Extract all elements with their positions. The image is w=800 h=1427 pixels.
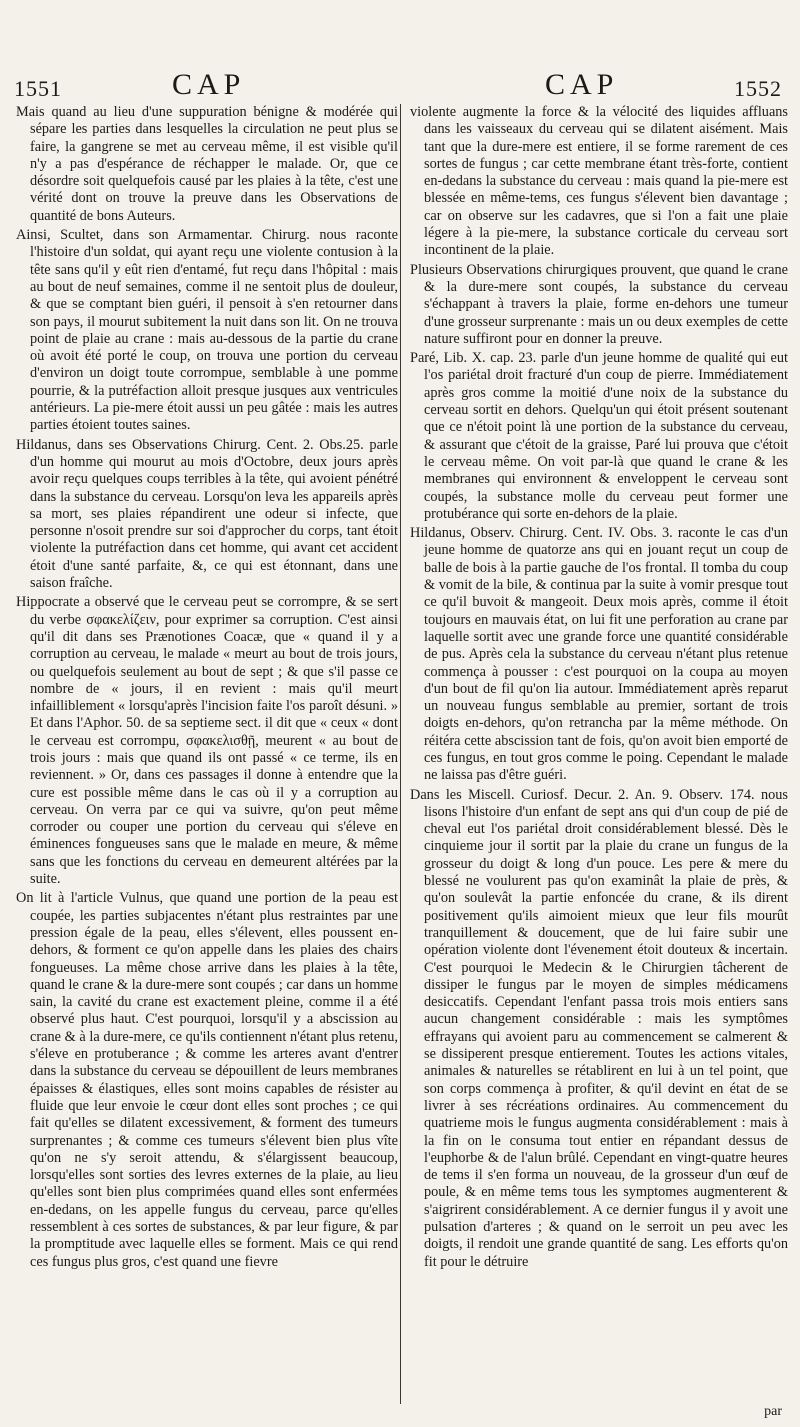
page-header	[0, 68, 800, 108]
paragraph: Hildanus, dans ses Observations Chirurg. Cent. 2. Obs.25. parle d'un homme qui mourut au mois d'Octobre, deux jours après avoir reçu quelques coups terribles à la tête, qui avoient pénétré dans la substance du cerveau. Lorsqu'on leva les appareils après sa mort, ses plaies répandirent une odeur si infecte, que personne n'osoit prendre sur soi d'approcher du corps, tant étoit violente la putréfaction dans cet homme, qui avant cet accident étoit d'une santé parfaite, &, ce qui est étonnant, dans une saison fraîche.	[16, 436, 398, 592]
paragraph: Plusieurs Observations chirurgiques prouvent, que quand le crane & la dure-mere sont coupés, la substance du cerveau s'échappant à travers la plaie, forme en-dehors une tumeur d'une grosseur surprenante : mais un ou deux exemples de cette nature suffiront pour en donner la preuve.	[410, 261, 788, 347]
paragraph: Hippocrate a observé que le cerveau peut se corrompre, & se sert du verbe σφακελίζειν, pour exprimer sa corruption. C'est ainsi qu'il dit dans ses Prænotiones Coacæ, que « quand il y a corruption au cerveau, le malade « meurt au bout de trois jours, ou quelquefois seulement au bout de sept ; & que s'il passe ce nombre de « jours, il en revient : mais qu'il meurt infailliblement « lorsqu'après l'incision faite l'os paroît désuni. » Et dans l'Aphor. 50. de sa septieme sect. il dit que « ceux « dont le cerveau est corrompu, σφακελισθῇ, meurent « au bout de trois jours : mais que quand ils ont passé « ce terme, ils en reviennent. » Or, dans ces passages il donne à entendre que la cure est possible même dans le cas où il y a corruption au cerveau. On verra par ce qui va suivre, qu'on peut même corroder ou couper une portion du cerveau qui s'éleve en éminences fongueuses sans que le malade en meure, & même sans que les fonctions du cerveau en demeurent altérées par la suite.	[16, 594, 398, 888]
paragraph: Paré, Lib. X. cap. 23. parle d'un jeune homme de qualité qui eut l'os pariétal droit fracturé d'un coup de pierre. Immédiatement après gros comme la moitié d'une noix de la substance du cerveau sortit en dehors. Quelqu'un qui étoit présent soutenant que ce n'étoit point là une portion de la substance du cerveau, & assurant que c'étoit de la graisse, Paré lui prouva que c'étoit le cerveau même. On voit par-là que quand le crane & les membranes qui environnent & enveloppent le cerveau sont coupés, la substance molle du cerveau peut former une protubérance qui sorte en-dehors de la plaie.	[410, 350, 788, 522]
catchword: par	[764, 1404, 782, 1419]
left-column	[16, 104, 398, 1273]
left-page-number: 1551	[14, 76, 62, 101]
paragraph: Dans les Miscell. Curiosf. Decur. 2. An. 9. Observ. 174. nous lisons l'histoire d'un enfant de sept ans qui d'un coup de pié de cheval eut l'os pariétal droit considérablement blessé. Dès le cinquieme jour il sortit par la plaie du crane un fungus de la grosseur du doigt & long d'un pouce. Les pere & mere du blessé ne voulurent pas qu'on examinât la plaie de près, & qu'on soulevât la partie enfoncée du crane, & ils dirent positivement qu'ils aimoient mieux que leur fils mourût tranquillement & doucement, que de lui faire subir une opération violente dont l'évenement étoit douteux & incertain. C'est pourquoi le Medecin & le Chirurgien tâcherent de dissiper le fungus par le moyen de simples médicamens desiccatifs. Cependant l'enfant passa trois mois entiers sans aucun changement considérable : mais les symptômes effrayans qui avoient paru au commencement se calmerent & se dissiperent presque entierement. Toutes les actions vitales, animales & naturelles se rétablirent en lui à un tel point, que son corps commença à profiter, & qu'il devint en état de se livrer à ses récréations ordinaires. Au commencement du quatrieme mois le fungus augmenta considérablement : mais à la fin on le consuma tout entier en répandant dessus de l'euphorbe & de l'alun brûlé. Cependant en vingt-quatre heures de tems il s'en forma un nouveau, de la grosseur d'un œuf de poule, & en même tems tous les symptomes augmenterent & s'aigrirent considérablement. A ce dernier fungus il y avoit une pulsation d'arteres ; & quand on le serroit un peu avec les doigts, il rendoit une grande quantité de sang. Les efforts qu'on fit pour le détruire	[410, 786, 788, 1270]
right-page-number: 1552	[734, 76, 782, 101]
paragraph: Hildanus, Observ. Chirurg. Cent. IV. Obs. 3. raconte le cas d'un jeune homme de quatorze ans qui en jouant reçut un coup de balle de bois à la partie gauche de l'os frontal. Il tomba du coup & vomit de la bile, & continua par la suite à vomir presque tout ce qu'il buvoit & mangeoit. Deux mois après, comme il étoit toujours en mauvais état, on lui fit une perforation au crane par laquelle sortit avec une grande force une quantité considérable de pus. Après cela la substance du cerveau n'étant plus retenue commença à pousser : c'est pourquoi on la coupa au moyen d'un bout de fil qu'on lia autour. Immédiatement après reparut un nouveau fungus semblable au premier, sortant de trois doigts en-dehors, qu'on retrancha par la même méthode. On réitéra cette abscission tant de fois, qu'on avoit bien emporté de ces fungus, en tout gros comme le poing. Cependant le malade ne laissa pas d'être guéri.	[410, 525, 788, 784]
paragraph: Ainsi, Scultet, dans son Armamentar. Chirurg. nous raconte l'histoire d'un soldat, qui ayant reçu une violente contusion à la tête sans qu'il y eût rien d'entamé, fut reçu dans l'hôpital : mais au bout de neuf semaines, comme il ne sentoit plus de douleur, & que se comptant bien guéri, il pensoit à s'en retourner dans son pays, il mourut subitement la nuit dans son lit. On ne trouva point de plaie au crane : mais au-dessous de la partie du crane où avoit été porté le coup, on trouva une portion du cerveau d'environ un doigt toute corrompue, semblable à une pomme pourrie, & la putréfaction alloit presque jusques aux ventricules antérieurs. La pie-mere étoit aussi un peu gâtée : mais les autres parties étoient toutes saines.	[16, 227, 398, 434]
left-running-head: CAP	[172, 68, 246, 101]
paragraph: Mais quand au lieu d'une suppuration bénigne & modérée qui sépare les parties dans lesquelles la circulation ne peut plus se faire, la gangrene se met au cerveau même, il est visible qu'il n'y a pas d'espérance de réchapper le malade. Or, que ce désordre soit quelquefois causé par les plaies à la tête, c'est une vérité dont on trouve la preuve dans les Observations de quantité de bons Auteurs.	[16, 104, 398, 224]
right-running-head: CAP	[545, 68, 619, 101]
column-divider	[400, 104, 401, 1404]
paragraph: On lit à l'article Vulnus, que quand une portion de la peau est coupée, les parties subjacentes n'étant plus restraintes par une pression égale de la peau, elles s'élevent, elles poussent en-dehors, & forment ce qu'on appelle dans les plaies des chairs fongueuses. La même chose arrive dans les plaies à la tête, quand le crane & la dure-mere sont coupés ; car dans un homme sain, la cavité du crane est exactement pleine, comme il a été observé plus haut. C'est pourquoi, lorsqu'il y a abscission au crane & à la dure-mere, ce qu'ils contiennent n'étant plus retenu, s'éleve en protuberance ; & comme les arteres avant d'entrer dans la substance du cerveau se dépouillent de leurs membranes épaisses & élastiques, elles sont moins capables de résister au fluide que leur envoie le cœur dont elles sont proches ; ce qui fait qu'elles se dilatent excessivement, & forment des tumeurs surprenantes ; & comme ces tumeurs s'élevent bien plus vîte qu'on ne s'y seroit attendu, & s'élargissent beaucoup, lorsqu'elles sont sorties des levres externes de la plaie, au lieu qu'elles sont bien plus comprimées quand elles sont enfermées en-dedans, on les appelle fungus du cerveau, parce qu'elles ressemblent à ces sortes de substances, & par leur figure, & par la promptitude avec laquelle elles se forment. Mais ce qui rend ces fungus plus gros, c'est quand une fievre	[16, 890, 398, 1270]
right-column	[410, 104, 788, 1273]
paragraph: violente augmente la force & la vélocité des liquides affluans dans les vaisseaux du cerveau qui se dilatent aisément. Mais tant que la dure-mere est entiere, il se forme rarement de ces sortes de fungus ; car cette membrane étant très-forte, contient en-dedans la substance du cerveau : mais quand la pie-mere est blessée en même-tems, ces fungus s'élevent bien davantage ; car on observe sur les cadavres, que si l'on a fait une plaie légere à la pie-mere, la substance corticale du cerveau sort incontinent de la plaie.	[410, 104, 788, 259]
